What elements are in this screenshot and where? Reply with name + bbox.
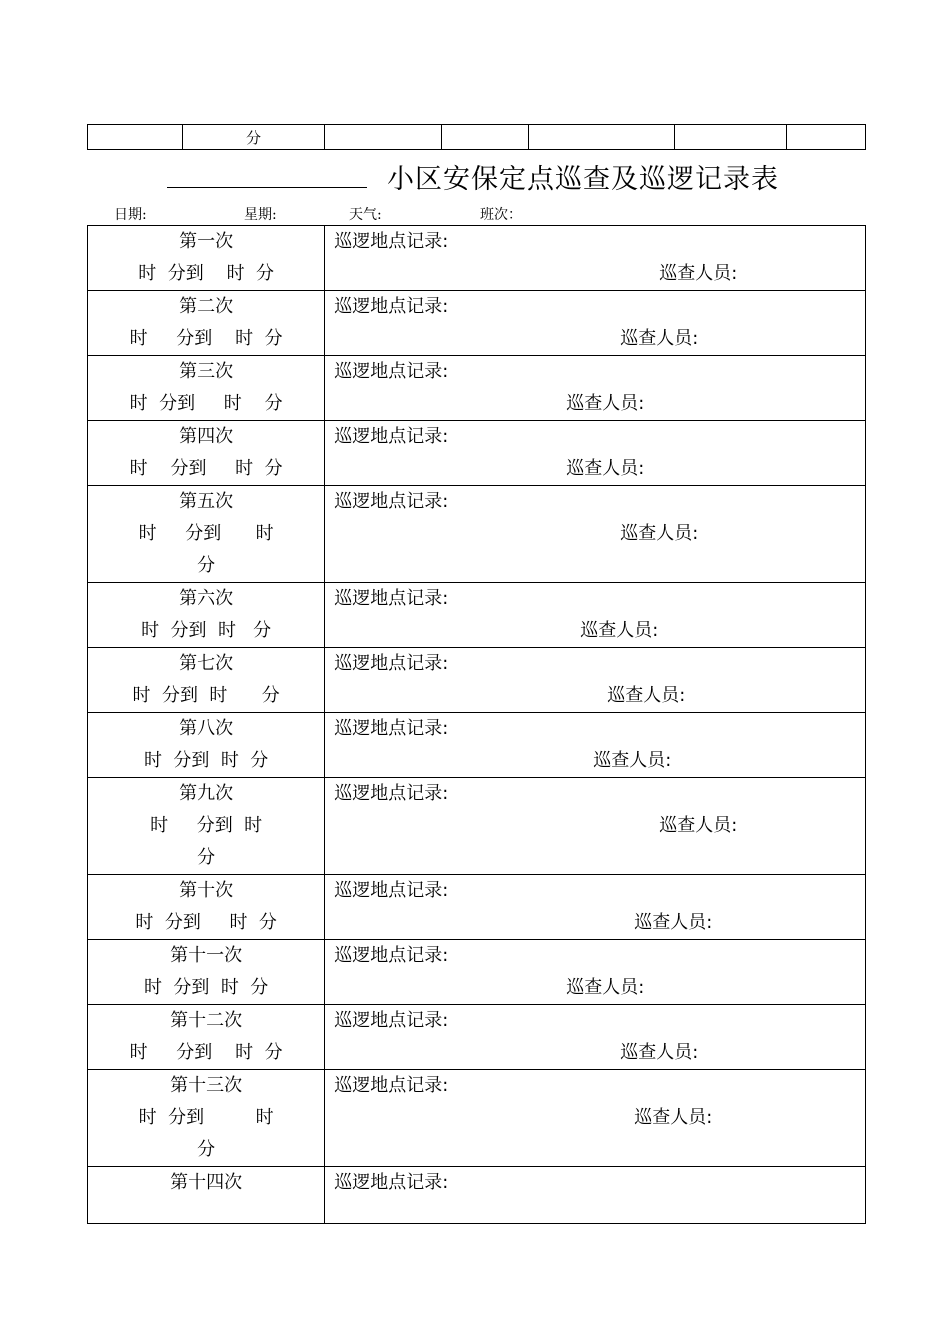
meta-row (87, 202, 865, 224)
shift-label: 班次： (480, 207, 522, 223)
top-strip-cell: 分 (183, 125, 325, 150)
inspector-label: 巡查人员: (580, 620, 659, 641)
top-strip-cell (88, 125, 183, 150)
patrol-time-cell[interactable] (88, 1070, 325, 1167)
record-label: 巡逻地点记录: (334, 361, 449, 382)
patrol-record-cell[interactable] (325, 291, 866, 356)
inspector-label: 巡查人员: (566, 393, 645, 414)
inspector-label: 巡查人员: (620, 1042, 699, 1063)
patrol-time-cell[interactable] (88, 940, 325, 1005)
patrol-order-label: 第十三次 (170, 1075, 243, 1096)
record-label: 巡逻地点记录: (334, 588, 449, 609)
patrol-record-cell[interactable] (325, 875, 866, 940)
record-label: 巡逻地点记录: (334, 1010, 449, 1031)
patrol-order-label: 第四次 (179, 426, 234, 447)
inspector-label: 巡查人员: (634, 912, 713, 933)
weather-label: 天气: (349, 207, 382, 223)
patrol-row (88, 421, 866, 486)
patrol-time-cell[interactable] (88, 1005, 325, 1070)
patrol-time-span: 时 分到 时 分 (143, 977, 269, 998)
patrol-time-span: 时 分到 时 分 (129, 328, 283, 349)
record-label: 巡逻地点记录: (334, 1172, 449, 1193)
patrol-record-cell[interactable] (325, 583, 866, 648)
patrol-order-label: 第五次 (179, 491, 234, 512)
patrol-order-label: 第十一次 (170, 945, 243, 966)
inspector-label: 巡查人员: (607, 685, 686, 706)
weekday-label: 星期: (244, 207, 277, 223)
top-strip-table (87, 124, 866, 150)
top-strip-cell (787, 125, 866, 150)
patrol-row (88, 1005, 866, 1070)
inspector-label: 巡查人员: (620, 328, 699, 349)
patrol-time-cell[interactable] (88, 875, 325, 940)
patrol-row (88, 875, 866, 940)
patrol-time-span: 时 分到 时 分 (141, 620, 272, 641)
patrol-row (88, 648, 866, 713)
top-strip-cell (529, 125, 675, 150)
title-row (87, 155, 865, 199)
inspector-label: 巡查人员: (593, 750, 672, 771)
patrol-time-span: 时 分到 时 分 (129, 393, 283, 414)
inspector-label: 巡查人员: (566, 977, 645, 998)
record-label: 巡逻地点记录: (334, 880, 449, 901)
record-label: 巡逻地点记录: (334, 945, 449, 966)
patrol-row (88, 583, 866, 648)
patrol-row (88, 356, 866, 421)
patrol-row (88, 778, 866, 875)
patrol-log-table (87, 225, 866, 1224)
patrol-order-label: 第十次 (179, 880, 234, 901)
patrol-row (88, 713, 866, 778)
patrol-record-cell[interactable] (325, 1005, 866, 1070)
patrol-time-span: 时 分到 时 分 (129, 458, 283, 479)
patrol-row (88, 1167, 866, 1224)
patrol-row (88, 226, 866, 291)
patrol-time-span: 时 分到 时 分 (129, 1042, 283, 1063)
inspector-label: 巡查人员: (620, 523, 699, 544)
patrol-order-label: 第二次 (179, 296, 234, 317)
community-name-blank[interactable] (167, 187, 367, 188)
date-label: 日期: (114, 207, 147, 223)
patrol-row (88, 486, 866, 583)
patrol-time-cell[interactable] (88, 1167, 325, 1224)
inspector-label: 巡查人员: (566, 458, 645, 479)
patrol-record-cell[interactable] (325, 940, 866, 1005)
patrol-record-cell[interactable] (325, 1167, 866, 1224)
top-strip-cell (442, 125, 529, 150)
patrol-order-label: 第三次 (179, 361, 234, 382)
top-strip-cell (675, 125, 787, 150)
patrol-order-label: 第九次 (179, 783, 234, 804)
patrol-order-label: 第六次 (179, 588, 234, 609)
patrol-record-cell[interactable] (325, 356, 866, 421)
patrol-order-label: 第十二次 (170, 1010, 243, 1031)
inspector-label: 巡查人员: (659, 815, 738, 836)
patrol-time-cell[interactable] (88, 486, 325, 583)
patrol-row (88, 940, 866, 1005)
patrol-order-label: 第七次 (179, 653, 234, 674)
patrol-time-cell[interactable] (88, 226, 325, 291)
patrol-time-span: 时 分到 时 分 (138, 263, 275, 284)
patrol-time-span: 时 分到 时 分 (143, 750, 269, 771)
record-label: 巡逻地点记录: (334, 718, 449, 739)
patrol-row (88, 291, 866, 356)
inspector-label: 巡查人员: (659, 263, 738, 284)
patrol-time-span: 时 分到 时 分 (135, 912, 277, 933)
patrol-order-label: 第一次 (179, 231, 234, 252)
patrol-record-cell[interactable] (325, 226, 866, 291)
record-label: 巡逻地点记录: (334, 1075, 449, 1096)
patrol-record-cell[interactable] (325, 713, 866, 778)
patrol-record-cell[interactable] (325, 421, 866, 486)
patrol-order-label: 第八次 (179, 718, 234, 739)
patrol-record-cell[interactable] (325, 1070, 866, 1167)
patrol-time-span: 时 分到 时 分 (132, 685, 280, 706)
patrol-time-cell[interactable] (88, 648, 325, 713)
inspector-label: 巡查人员: (634, 1107, 713, 1128)
patrol-time-span: 时 分到 时 分 (138, 1107, 274, 1160)
patrol-order-label: 第十四次 (170, 1172, 243, 1193)
record-label: 巡逻地点记录: (334, 426, 449, 447)
top-strip-cell (325, 125, 442, 150)
patrol-row (88, 1070, 866, 1167)
record-label: 巡逻地点记录: (334, 296, 449, 317)
patrol-time-cell[interactable] (88, 356, 325, 421)
record-label: 巡逻地点记录: (334, 231, 449, 252)
patrol-time-cell[interactable] (88, 421, 325, 486)
patrol-record-cell[interactable] (325, 778, 866, 875)
patrol-record-cell[interactable] (325, 648, 866, 713)
patrol-time-span: 时 分到 时 分 (150, 815, 263, 868)
top-strip-row (88, 125, 866, 150)
record-label: 巡逻地点记录: (334, 783, 449, 804)
patrol-time-cell[interactable] (88, 778, 325, 875)
patrol-time-span: 时 分到 时 分 (138, 523, 274, 576)
patrol-time-cell[interactable] (88, 713, 325, 778)
record-label: 巡逻地点记录: (334, 653, 449, 674)
patrol-record-cell[interactable] (325, 486, 866, 583)
patrol-time-cell[interactable] (88, 291, 325, 356)
page-title: 小区安保定点巡查及巡逻记录表 (387, 164, 779, 195)
record-label: 巡逻地点记录: (334, 491, 449, 512)
patrol-time-cell[interactable] (88, 583, 325, 648)
